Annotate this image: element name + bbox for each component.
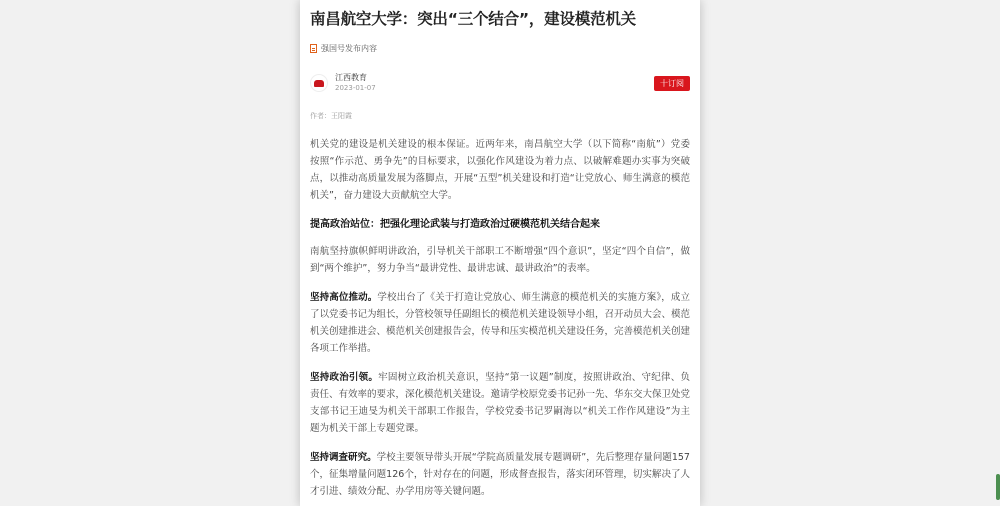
source-label: 强国号发布内容: [321, 44, 377, 53]
paragraph-research: [310, 449, 690, 500]
paragraph-text: 学校主要领导带头开展“学院高质量发展专题调研”，先后整理存量问题157个，征集增量问题126个，针对存在的问题，形成督查报告，落实闭环管理，切实解决了人才引进、绩效分配、办学用房等关键问题。: [310, 452, 690, 497]
article-title: 南昌航空大学：突出“三个结合”，建设模范机关: [310, 10, 636, 28]
byline: 作者：王阳霞: [310, 112, 352, 120]
intro-paragraph: 机关党的建设是机关建设的根本保证。近两年来，南昌航空大学（以下简称“南航”）党委按照“作示范、勇争先”的目标要求，以强化作风建设为着力点、以破解难题办实事为突破点，以推动高质量发展为落脚点，开展“五型”机关建设和打造“让党放心、师生满意的模范机关”，奋力建设大贡献航空大学。: [310, 139, 690, 201]
subscribe-button[interactable]: 十订阅: [654, 76, 690, 91]
author-row: [310, 72, 690, 94]
paragraph-text: 牢固树立政治机关意识，坚持“第一议题”制度，按照讲政治、守纪律、负责任、有效率的要求，深化模范机关建设。邀请学校原党委书记孙一先、华东交大保卫处党支部书记王迪旻为机关干部职工作报告，学校党委书记罗嗣海以“机关工作作风建设”为主题为机关干部上专题党课。: [310, 372, 691, 434]
author-name[interactable]: 江西教育: [335, 73, 367, 82]
section-paragraph: 南航坚持旗帜鲜明讲政治，引导机关干部职工不断增强“四个意识”，坚定“四个自信”，做到“两个维护”，努力争当“最讲党性、最讲忠诚、最讲政治”的表率。: [310, 246, 690, 274]
paragraph-lead: 坚持调查研究。: [310, 452, 377, 463]
avatar[interactable]: [310, 74, 328, 92]
logo-icon: [314, 80, 324, 87]
paragraph-lead: 坚持政治引领。: [310, 372, 379, 383]
source-tag: [310, 43, 690, 54]
paragraph-political: [310, 369, 690, 437]
paragraph-lead: 坚持高位推动。: [310, 292, 378, 303]
section-heading: 提高政治站位：把强化理论武装与打造政治过硬模范机关结合起来: [310, 219, 600, 230]
paragraph-text: 学校出台了《关于打造让党放心、师生满意的模范机关的实施方案》，成立了以党委书记为组长，分管校领导任副组长的模范机关建设领导小组，召开动员大会、模范机关创建推进会、模范机关创建报告会，传导和压实模范机关建设任务，完善模范机关创建各项工作举措。: [310, 292, 691, 354]
document-icon: [310, 44, 317, 53]
publish-date: 2023-01-07: [335, 84, 376, 92]
scrollbar-thumb[interactable]: [996, 474, 1000, 500]
paragraph-high-level: [310, 289, 690, 357]
author-meta: [335, 73, 376, 93]
article-page: [300, 0, 700, 506]
